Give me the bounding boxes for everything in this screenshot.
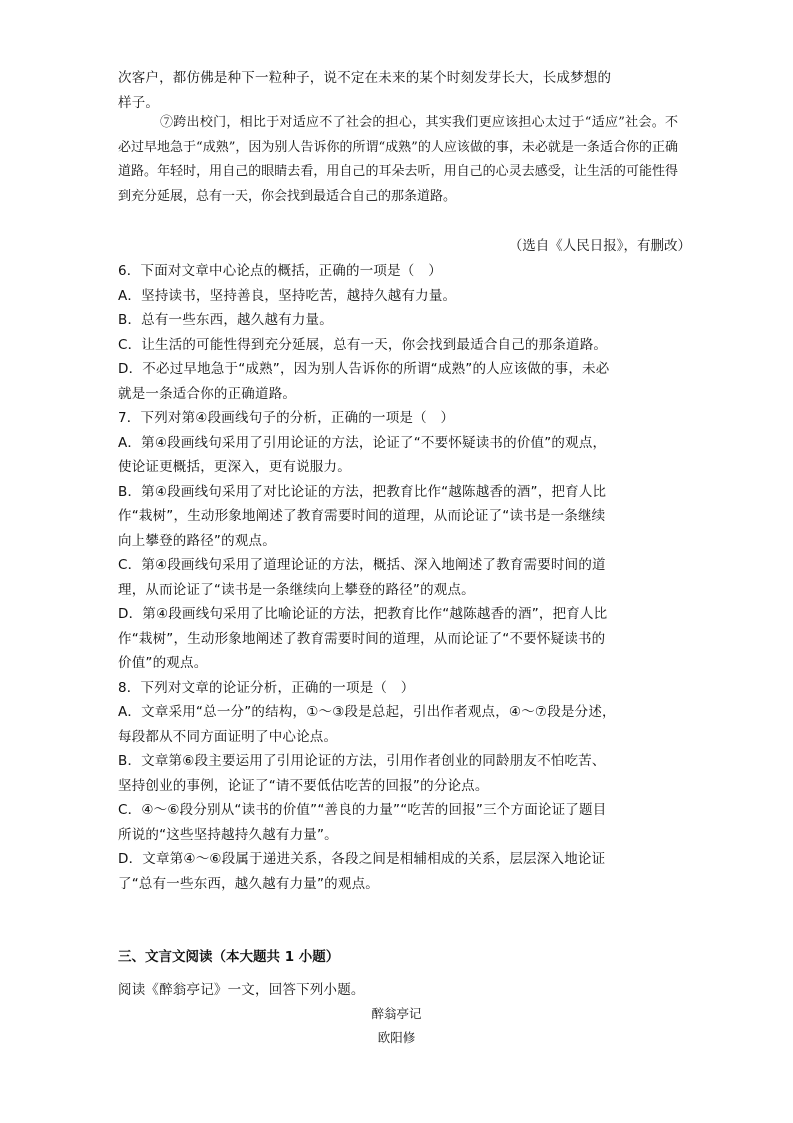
q7-option-d-cont: 价值”的观点。 bbox=[118, 655, 208, 671]
q7-option-c: C．第④段画线句采用了道理论证的方法，概括、深入地阐述了教育需要时间的道 bbox=[118, 557, 606, 573]
question-6-stem: 6．下面对文章中心论点的概括，正确的一项是（ ） bbox=[118, 263, 442, 279]
q7-option-b-cont: 向上攀登的路径”的观点。 bbox=[118, 533, 276, 549]
q7-option-d: D．第④段画线句采用了比喻论证的方法，把教育比作“越陈越香的酒”，把育人比 bbox=[118, 606, 608, 622]
section-intro: 阅读《醉翁亭记》一文，回答下列小题。 bbox=[118, 982, 365, 998]
q8-option-d-cont: 了“总有一些东西，越久越有力量”的观点。 bbox=[118, 876, 379, 892]
poem-author: 欧阳修 bbox=[377, 1030, 416, 1045]
question-8-stem: 8．下列对文章的论证分析，正确的一项是（ ） bbox=[118, 680, 415, 696]
q7-option-a: A．第④段画线句采用了引用论证的方法，论证了“不要怀疑读书的价值”的观点， bbox=[118, 435, 607, 451]
q7-option-b-cont: 作“栽树”，生动形象地阐述了教育需要时间的道理，从而论证了“读书是一条继续 bbox=[118, 508, 606, 524]
q6-option-c: C．让生活的可能性得到充分延展，总有一天，你会找到最适合自己的那条道路。 bbox=[118, 337, 608, 353]
q8-option-b: B．文章第⑥段主要运用了引用论证的方法，引用作者创业的同龄朋友不怕吃苦、 bbox=[118, 753, 606, 769]
question-7-stem: 7．下列对第④段画线句子的分析，正确的一项是（ ） bbox=[118, 410, 455, 426]
passage-paragraph-7: ⑦跨出校门，相比于对适应不了社会的担心，其实我们更应该担心太过于“适应”社会。不必过早地急于“成熟”，因为别人告诉你的所谓“成熟”的人应该做的事，未必就是一条适合你的正确道路。年轻时，用自己的眼睛去看，用自己的耳朵去听，用自己的心灵去感受，让生活的可能性得到充分延展，总有一天，你会找到最适合自己的那条道路。 bbox=[118, 115, 678, 204]
q7-option-a-cont: 使论证更概括，更深入，更有说服力。 bbox=[118, 459, 351, 475]
q8-option-a: A．文章采用“总一分”的结构，①～③段是总起，引出作者观点，④～⑦段是分述， bbox=[118, 704, 616, 720]
poem-title: 醉翁亭记 bbox=[371, 1006, 422, 1021]
q6-option-d-cont: 就是一条适合你的正确道路。 bbox=[118, 386, 297, 402]
section-heading: 三、文言文阅读（本大题共 1 小题） bbox=[118, 949, 340, 965]
passage-source: （选自《人民日报》，有删改） bbox=[508, 238, 691, 254]
q8-option-a-cont: 每段都从不同方面证明了中心论点。 bbox=[118, 729, 338, 745]
passage-line: 样子。 bbox=[118, 95, 160, 111]
q8-option-d: D．文章第④～⑥段属于递进关系，各段之间是相辅相成的关系，层层深入地论证 bbox=[118, 851, 606, 867]
q6-option-b: B．总有一些东西，越久越有力量。 bbox=[118, 312, 333, 328]
passage-line: 次客户，都仿佛是种下一粒种子，说不定在未来的某个时刻发芽长大，长成梦想的 bbox=[118, 70, 612, 86]
q7-option-b: B．第④段画线句采用了对比论证的方法，把教育比作“越陈越香的酒”，把育人比 bbox=[118, 484, 607, 500]
q8-option-c: C．④～⑥段分别从“读书的价值”“善良的力量”“吃苦的回报”三个方面论证了题目 bbox=[118, 802, 607, 818]
q7-option-d-cont: 作“栽树”，生动形象地阐述了教育需要时间的道理，从而论证了“不要怀疑读书的 bbox=[118, 631, 606, 647]
q6-option-a: A．坚持读书，坚持善良，坚持吃苦，越持久越有力量。 bbox=[118, 288, 457, 304]
q6-option-d: D．不必过早地急于“成熟”，因为别人告诉你的所谓“成熟”的人应该做的事，未必 bbox=[118, 361, 610, 377]
q8-option-b-cont: 坚持创业的事例，论证了“请不要低估吃苦的回报”的分论点。 bbox=[118, 778, 489, 794]
q8-option-c-cont: 所说的“这些坚持越持久越有力量”。 bbox=[118, 827, 338, 843]
q7-option-c-cont: 理，从而论证了“读书是一条继续向上攀登的路径”的观点。 bbox=[118, 582, 475, 598]
